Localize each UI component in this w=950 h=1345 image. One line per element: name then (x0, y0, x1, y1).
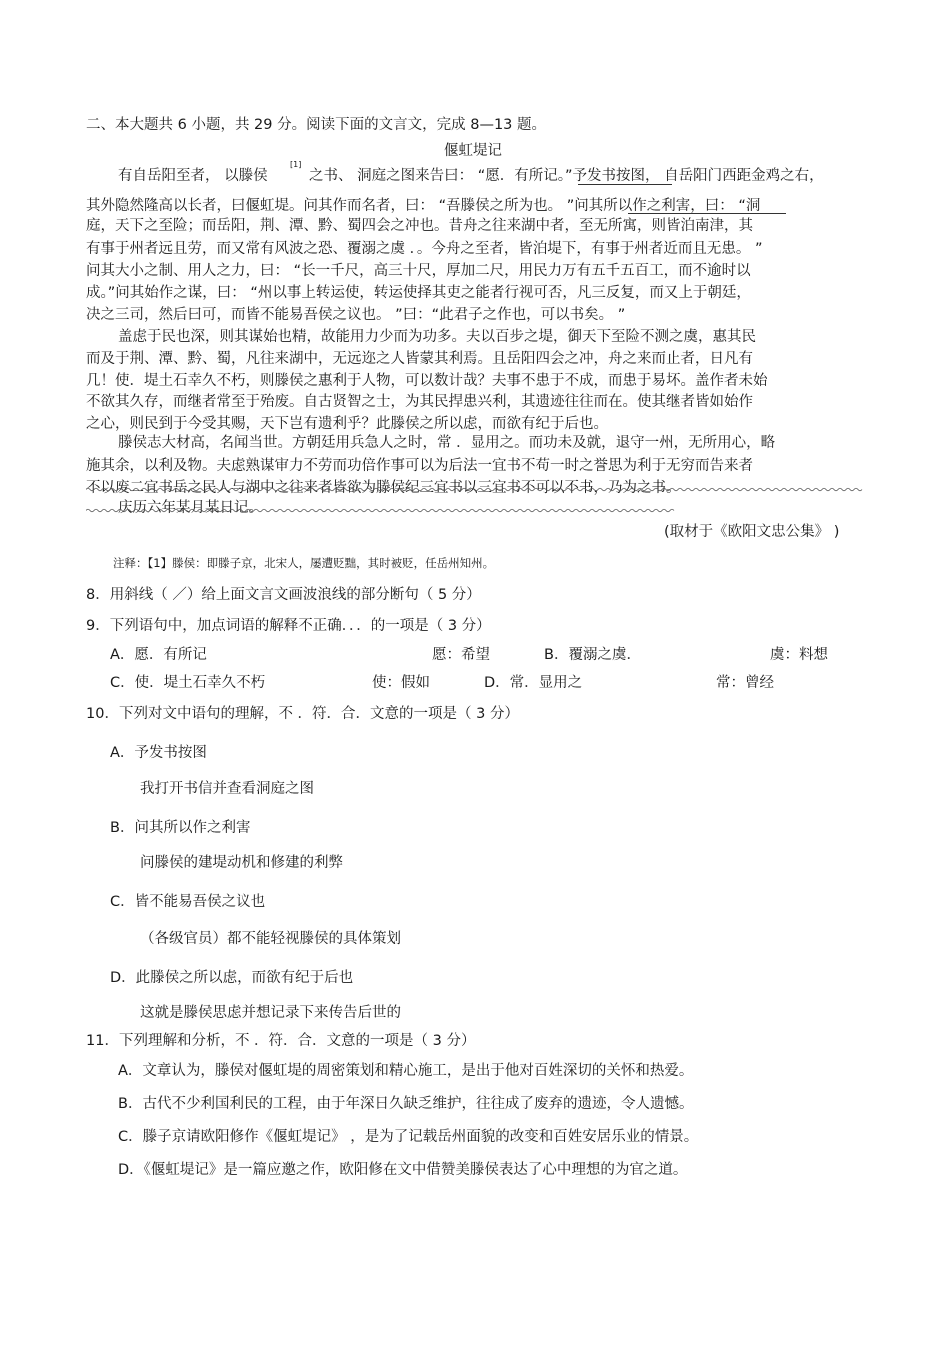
q11-option-c: C．滕子京请欧阳修作《偃虹堤记》 ，是为了记载岳州面貌的改变和百姓安居乐业的情景。 (118, 1129, 699, 1145)
q11-option-d: D．《偃虹堤记》是一篇应邀之作，欧阳修在文中借赞美滕侯表达了心中理想的为官之道。 (118, 1162, 688, 1178)
q9-option-b: B．覆溺之虞． (544, 647, 641, 663)
question-11-stem: 11．下列理解和分析，不 ．符．合．文意的一项是（ 3 分） (86, 1033, 476, 1049)
q9-option-c-gloss: 使：假如 (372, 675, 430, 691)
q9-option-c: C．使．堤土石幸久不朽 (110, 675, 266, 691)
footnote: 注释：【1】滕侯：即滕子京，北宋人，屡遭贬黜，其时被贬，任岳州知州。 (113, 556, 495, 570)
q9-option-d-gloss: 常：曾经 (716, 675, 774, 691)
question-8: 8．用斜线（ ／）给上面文言文画波浪线的部分断句（ 5 分） (86, 587, 481, 603)
passage-line-5: 问其大小之制、用人之力，曰： “长一千尺，高三十尺，厚加二尺，用民力万有五千五百工，而不逾时以 (86, 263, 751, 279)
q9-option-a: A．愿．有所记 (110, 647, 207, 663)
footnote-mark: [1] (290, 160, 302, 169)
passage-line-15: 不以废二宜书岳之民人与湖中之往来者皆欲为滕侯纪三宜书以三宜书不可以不书，乃为之书。 (86, 480, 681, 496)
q10-option-b-answer: 问滕侯的建堤动机和修建的利弊 (140, 855, 343, 871)
passage-line-10: 几！使．堤土石幸久不朽，则滕侯之惠利于人物，可以数计哉？夫事不患于不成，而患于易坏。盖作者未始 (86, 373, 768, 389)
q10-option-c-answer: （各级官员）都不能轻视滕侯的具体策划 (140, 931, 401, 947)
q10-option-d: D．此滕侯之所以虑，而欲有纪于后也 (110, 970, 354, 986)
passage-line-1a: 有自岳阳至者， 以滕侯 (118, 168, 268, 184)
passage-line-6: 成。”问其始作之谋，曰： “州以事上转运使，转运使择其吏之能者行视可否，凡三反复，而又上于朝廷， (86, 285, 751, 301)
question-10-stem: 10．下列对文中语句的理解，不 ．符．合．文意的一项是（ 3 分） (86, 706, 520, 722)
passage-line-7: 决之三司，然后曰可，而皆不能易吾侯之议也。 ”曰：“此君子之作也，可以书矣。 ” (86, 307, 626, 323)
passage-line-1b: 之书、 洞庭之图来告曰： “愿．有所记。”予发书按图， 自岳阳门西距金鸡之右， (309, 168, 824, 184)
q10-option-a: A．予发书按图 (110, 745, 207, 761)
q9-option-a-gloss: 愿：希望 (432, 647, 490, 663)
wavy-underline-2 (86, 508, 678, 513)
wavy-underline-1 (86, 487, 864, 492)
q9-option-d: D．常．显用之 (484, 675, 583, 691)
passage-line-16: 庆历六年某月某日记。 (118, 500, 263, 516)
source-citation: (取材于《欧阳文忠公集》 ) (664, 524, 840, 540)
passage-line-9: 而及于荆、潭、黔、蜀，凡往来湖中，无远迩之人皆蒙其利焉。且岳阳四会之冲，舟之来而止者，日凡有 (86, 351, 753, 367)
underline-2 (628, 213, 786, 214)
passage-line-2: 其外隐然隆高以长者，曰偃虹堤。问其作而名者，曰： “吾滕侯之所为也。 ”问其所以作之利害，曰： “洞 (86, 198, 761, 214)
q10-option-c: C．皆不能易吾侯之议也 (110, 894, 266, 910)
passage-line-3: 庭，天下之至险；而岳阳，荆、潭、黔、蜀四会之冲也。昔舟之往来湖中者，至无所寓，则皆泊南津，其 (86, 218, 753, 234)
q11-option-a: A．文章认为，滕侯对偃虹堤的周密策划和精心施工，是出于他对百姓深切的关怀和热爱。 (118, 1063, 694, 1079)
q10-option-d-answer: 这就是滕侯思虑并想记录下来传告后世的 (140, 1005, 401, 1021)
section-heading: 二、本大题共 6 小题，共 29 分。阅读下面的文言文，完成 8—13 题。 (86, 117, 547, 133)
q11-option-b: B．古代不少利国利民的工程，由于年深日久缺乏维护，往往成了废弃的遗迹，令人遗憾。 (118, 1096, 694, 1112)
passage-line-14: 施其余，以利及物。夫虑熟谋审力不劳而功倍作事可以为后法一宜书不苟一时之誉思为利于无穷而告来者 (86, 458, 753, 474)
q10-option-b: B．问其所以作之利害 (110, 820, 251, 836)
passage-line-12: 之心，则民到于今受其赐，天下岂有遗利乎？此滕侯之所以虑，而欲有纪于后也。 (86, 416, 608, 432)
question-9-stem: 9．下列语句中，加点词语的解释不正确．．．的一项是（ 3 分） (86, 618, 491, 634)
passage-line-4: 有事于州者远且劳，而又常有风波之恐、覆溺之虞 ．。今舟之至者，皆泊堤下，有事于州者近而且无患。 ” (86, 241, 763, 257)
underline-1 (578, 184, 672, 185)
passage-line-13: 滕侯志大材高，名闻当世。方朝廷用兵急人之时，常 ．显用之。而功未及就，退守一州，无所用心，略 (118, 435, 776, 451)
passage-title: 偃虹堤记 (444, 143, 502, 159)
q10-option-a-answer: 我打开书信并查看洞庭之图 (140, 781, 314, 797)
passage-line-11: 不欲其久存，而继者常至于殆废。自古贤智之士，为其民捍患兴利，其遗迹往往而在。使其继者皆如始作 (86, 394, 753, 410)
passage-line-8: 盖虑于民也深，则其谋始也精，故能用力少而为功多。夫以百步之堤，御天下至险不测之虞，惠其民 (118, 329, 756, 345)
q9-option-b-gloss: 虞：料想 (770, 647, 828, 663)
